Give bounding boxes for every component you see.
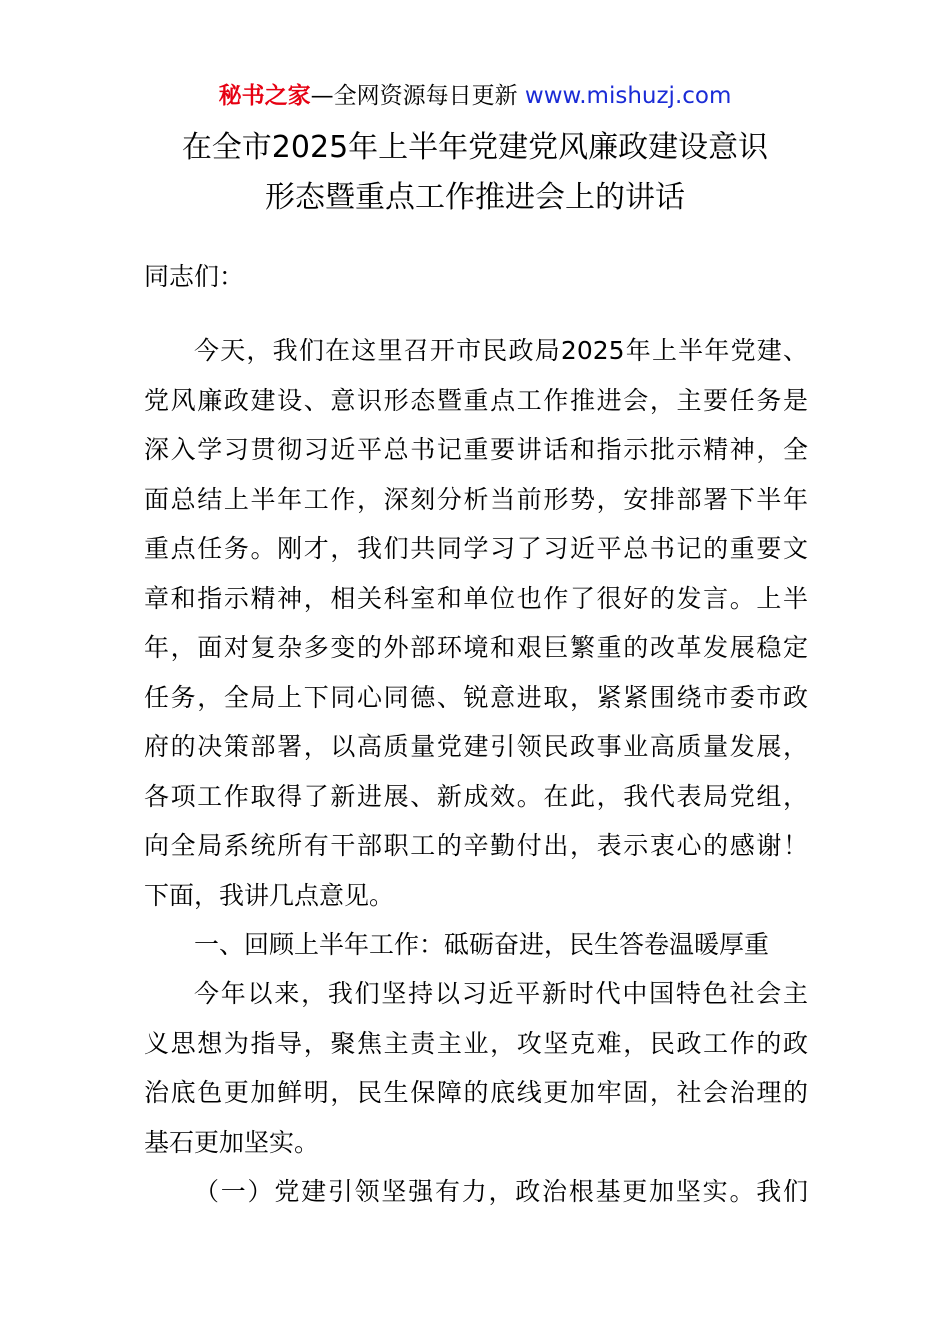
text-line: 今天，我们在这里召开市民政局2025年上半年党建、 (194, 336, 808, 365)
text-line: （一）党建引领坚强有力，政治根基更加坚实。我们 (194, 1177, 808, 1206)
site-header (0, 80, 950, 112)
text-line: 义思想为指导，聚焦主责主业，攻坚克难，民政工作的政 (144, 1028, 808, 1058)
site-tagline: —全网资源每日更新 (310, 83, 518, 109)
site-brand: 秘书之家 (218, 83, 311, 109)
text-line: 各项工作取得了新进展、新成效。在此，我代表局党组， (144, 781, 808, 811)
text-line: 府的决策部署，以高质量党建引领民政事业高质量发展， (144, 732, 808, 761)
text-line: 深入学习贯彻习近平总书记重要讲话和指示批示精神，全 (144, 435, 808, 464)
text-line: 任务，全局上下同心同德、锐意进取，紧紧围绕市委市政 (144, 682, 808, 712)
paragraph-subsection-1 (144, 1167, 808, 1217)
paragraph-opening (144, 326, 808, 920)
document-title-line-2: 形态暨重点工作推进会上的讲话 (265, 180, 685, 215)
text-line: 章和指示精神，相关科室和单位也作了很好的发言。上半 (144, 583, 808, 613)
text-line: 年，面对复杂多变的外部环境和艰巨繁重的改革发展稳定 (144, 633, 808, 662)
paragraph-review (144, 969, 808, 1167)
document-title-line-1: 在全市2025年上半年党建党风廉政建设意识 (181, 130, 769, 165)
text-line: 下面，我讲几点意见。 (144, 880, 395, 910)
salutation: 同志们： (144, 262, 245, 291)
text-line: 党风廉政建设、意识形态暨重点工作推进会，主要任务是 (144, 385, 808, 415)
text-line: 今年以来，我们坚持以习近平新时代中国特色社会主 (194, 979, 808, 1008)
site-url-link[interactable]: www.mishuzj.com (524, 83, 732, 109)
text-line: 治底色更加鲜明，民生保障的底线更加牢固，社会治理的 (144, 1078, 808, 1107)
text-line: 向全局系统所有干部职工的辛勤付出，表示衷心的感谢！ (144, 831, 808, 860)
text-line: 重点任务。刚才，我们共同学习了习近平总书记的重要文 (144, 534, 808, 563)
text-line: 基石更加坚实。 (144, 1127, 320, 1157)
section-heading-1: 一、回顾上半年工作：砥砺奋进，民生答卷温暖厚重 (194, 930, 770, 959)
text-line: 面总结上半年工作，深刻分析当前形势，安排部署下半年 (144, 484, 808, 514)
